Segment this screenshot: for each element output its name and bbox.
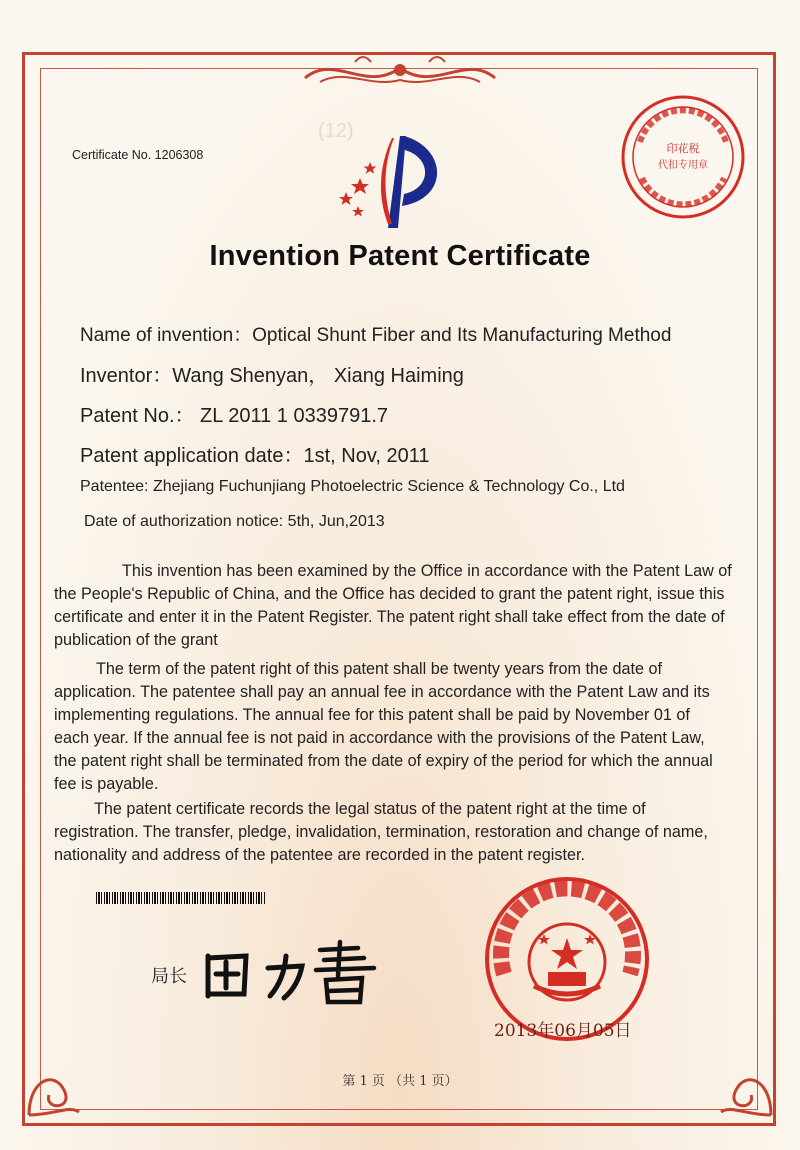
paragraph-grant: This invention has been examined by the Office in accordance with the Patent Law of the People's Republic of China, and the Office has decided to grant the patent right, issue this certificate and enter it in the Patent Register. The patent right shall take effect from the date of publication of the grant <box>54 562 732 649</box>
name-of-invention: Name of invention：Optical Shunt Fiber and Its Manufacturing Method <box>80 325 672 346</box>
stamp-duty-seal-icon <box>618 92 748 222</box>
top-ornament-icon <box>295 48 505 100</box>
patent-office-emblem-icon <box>332 128 462 232</box>
barcode <box>96 892 266 904</box>
certificate-number: Certificate No. 1206308 <box>72 148 204 162</box>
application-date: Patent application date：1st, Nov, 2011 <box>80 445 430 467</box>
inventor: Inventor：Wang Shenyan， Xiang Haiming <box>80 365 464 387</box>
patent-number: Patent No.： ZL 2011 1 0339791.7 <box>80 405 388 427</box>
director-signature-icon <box>198 936 388 1008</box>
paragraph-legal-status: The patent certificate records the legal status of the patent right at the time of registration. The transfer, pledge, invalidation, termination, restoration and change of name, nationality and address of the patentee are recorded in the patent register. <box>54 800 708 864</box>
seal-date: 2013年06月05日 <box>494 1021 632 1041</box>
svg-text:代扣专用章: 代扣专用章 <box>658 160 708 171</box>
paragraph-term: The term of the patent right of this patent shall be twenty years from the date of application. The patentee shall pay an annual fee in accordance with the Patent Law and its implementing regulations. The annual fee for this patent shall be paid by November 01 of each year. If the annual fee is not paid in accordance with the provisions of the Patent Law, the patent right shall be terminated from the date of expiry of the period for which the annual fee is payable. <box>54 660 713 793</box>
page-footer: 第 1 页 （共 1 页） <box>342 1074 458 1089</box>
director-label: 局长 <box>151 966 187 987</box>
watermark-header: (12) <box>318 120 354 142</box>
patentee: Patentee: Zhejiang Fuchunjiang Photoelectric Science & Technology Co., Ltd <box>80 478 625 495</box>
authorization-date: Date of authorization notice: 5th, Jun,2013 <box>84 513 385 530</box>
certificate-title: Invention Patent Certificate <box>209 240 591 272</box>
svg-text:印花税: 印花税 <box>666 142 700 155</box>
